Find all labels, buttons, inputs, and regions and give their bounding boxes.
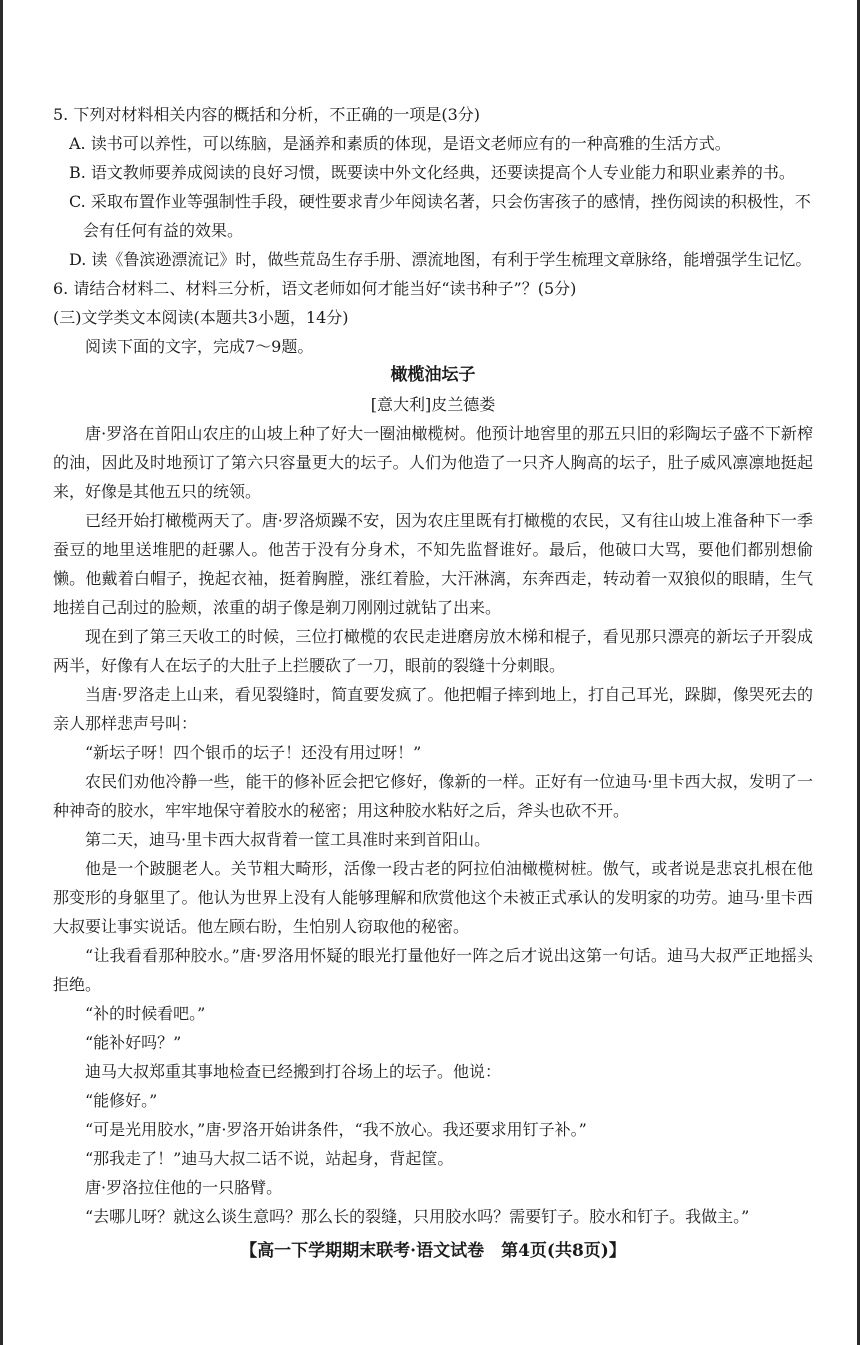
page-content — [53, 100, 813, 1231]
question-5-option-d: D. 读《鲁滨逊漂流记》时，做些荒岛生存手册、漂流地图，有利于学生梳理文章脉络，能增强学生记忆。 — [69, 250, 812, 269]
story-body — [53, 419, 813, 1231]
story-title: 橄榄油坛子 — [390, 365, 476, 385]
story-dialogue: “能修好。” — [85, 1091, 158, 1110]
story-paragraph: 现在到了第三天收工的时候，三位打橄榄的农民走进磨房放木梯和棍子，看见那只漂亮的新坛子开裂成两半，好像有人在坛子的大肚子上拦腰砍了一刀，眼前的裂缝十分刺眼。 — [53, 627, 813, 675]
story-dialogue: “新坛子呀！四个银币的坛子！还没有用过呀！” — [85, 743, 422, 762]
section-3-heading: (三)文学类文本阅读(本题共3小题，14分) — [53, 308, 349, 327]
story-dialogue: “能补好吗？” — [85, 1033, 182, 1052]
story-dialogue: “那我走了！”迪马大叔二话不说，站起身，背起筐。 — [85, 1149, 454, 1168]
question-5-option-a: A. 读书可以养性，可以练脑，是涵养和素质的体现，是语文老师应有的一种高雅的生活方式。 — [69, 134, 731, 153]
story-paragraph: 他是一个跛腿老人。关节粗大畸形，活像一段古老的阿拉伯油橄榄树桩。傲气，或者说是悲哀扎根在他那变形的身躯里了。他认为世界上没有人能够理解和欣赏他这个未被正式承认的发明家的功劳。迪马·里卡西大叔要让事实说话。他左顾右盼，生怕别人窃取他的秘密。 — [53, 859, 813, 936]
story-paragraph: “去哪儿呀？就这么谈生意吗？那么长的裂缝，只用胶水吗？需要钉子。胶水和钉子。我做主。” — [85, 1207, 750, 1226]
story-paragraph: “让我看看那种胶水。”唐·罗洛用怀疑的眼光打量他好一阵之后才说出这第一句话。迪马大叔严正地摇头拒绝。 — [53, 946, 813, 994]
story-dialogue: “可是光用胶水，”唐·罗洛开始讲条件，“我不放心。我还要求用钉子补。” — [85, 1120, 587, 1139]
story-paragraph: 第二天，迪马·里卡西大叔背着一筐工具准时来到首阳山。 — [85, 830, 491, 849]
question-5-option-b: B. 语文教师要养成阅读的良好习惯，既要读中外文化经典，还要读提高个人专业能力和职业素养的书。 — [69, 163, 795, 182]
question-6-stem: 6. 请结合材料二、材料三分析，语文老师如何才能当好“读书种子”？(5分) — [53, 279, 577, 298]
story-paragraph: 唐·罗洛在首阳山农庄的山坡上种了好大一圈油橄榄树。他预计地窖里的那五只旧的彩陶坛子盛不下新榨的油，因此及时地预订了第六只容量更大的坛子。人们为他造了一只齐人胸高的坛子，肚子威风凛凛地挺起来，好像是其他五只的统领。 — [53, 424, 813, 501]
question-5-stem: 5. 下列对材料相关内容的概括和分析，不正确的一项是(3分) — [53, 105, 481, 124]
story-paragraph: 唐·罗洛拉住他的一只胳臂。 — [85, 1178, 283, 1197]
page-footer: 【高一下学期期末联考·语文试卷 第4页(共8页)】 — [240, 1241, 626, 1261]
story-paragraph: 农民们劝他冷静一些，能干的修补匠会把它修好，像新的一样。正好有一位迪马·里卡西大叔，发明了一种神奇的胶水，牢牢地保守着胶水的秘密；用这种胶水粘好之后，斧头也砍不开。 — [53, 772, 813, 820]
question-5 — [53, 100, 813, 274]
question-5-option-c: C. 采取布置作业等强制性手段，硬性要求青少年阅读名著，只会伤害孩子的感情，挫伤阅读的积极性，不会有任何有益的效果。 — [69, 192, 811, 240]
story-paragraph: 迪马大叔郑重其事地检查已经搬到打谷场上的坛子。他说： — [85, 1062, 502, 1081]
story-author: [意大利]皮兰德娄 — [370, 395, 496, 414]
story-paragraph: 已经开始打橄榄两天了。唐·罗洛烦躁不安，因为农庄里既有打橄榄的农民，又有往山坡上准备种下一季蚕豆的地里送堆肥的赶骡人。他苦于没有分身术，不知先监督谁好。最后，他破口大骂，要他们都别想偷懒。他戴着白帽子，挽起衣袖，挺着胸膛，涨红着脸，大汗淋漓，东奔西走，转动着一双狼似的眼睛，生气地搓自己刮过的脸颊，浓重的胡子像是剃刀刚刚过就钻了出来。 — [53, 511, 813, 617]
story-dialogue: “补的时候看吧。” — [85, 1004, 206, 1023]
section-3-instruction: 阅读下面的文字，完成7～9题。 — [85, 337, 314, 356]
story-paragraph: 当唐·罗洛走上山来，看见裂缝时，简直要发疯了。他把帽子摔到地上，打自己耳光，跺脚，像哭死去的亲人那样悲声号叫： — [53, 685, 813, 733]
